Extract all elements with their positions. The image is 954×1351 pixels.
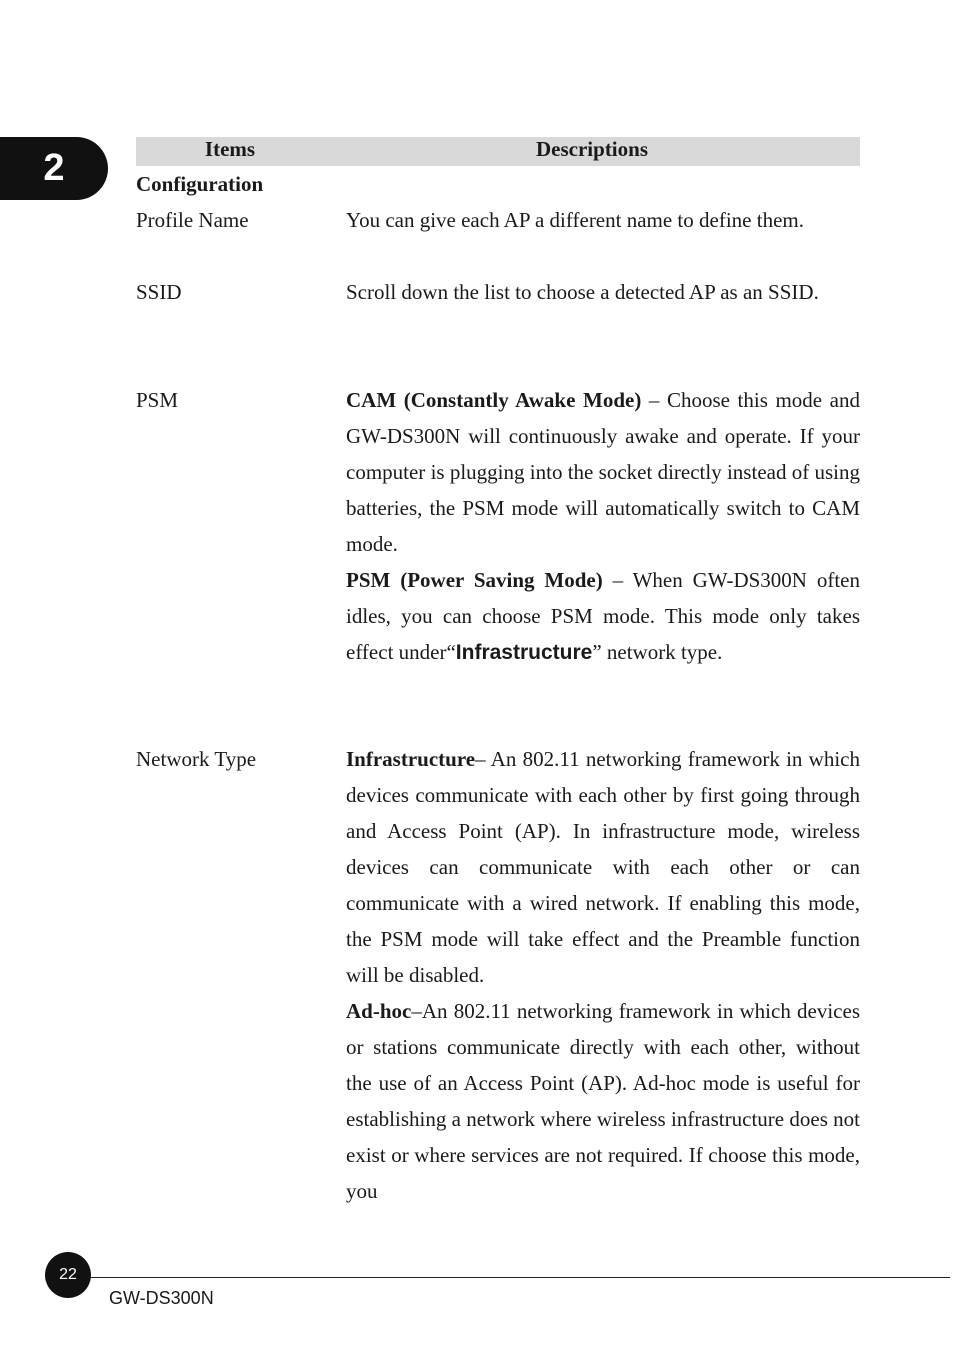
desc-profile-name xyxy=(346,202,860,238)
psm-tail: ” network type. xyxy=(592,640,723,664)
psm-title: PSM (Power Saving Mode) xyxy=(346,568,603,592)
item-network-type: Network Type xyxy=(136,747,257,771)
desc-profile-name-text: You can give each AP a different name to define them. xyxy=(346,208,804,232)
item-psm: PSM xyxy=(136,388,179,412)
desc-infrastructure xyxy=(346,741,860,993)
footer-model: GW-DS300N xyxy=(109,1288,214,1308)
cam-title: CAM (Constantly Awake Mode) xyxy=(346,388,642,412)
desc-psm xyxy=(346,382,860,671)
desc-network-type xyxy=(346,741,860,1209)
desc-adhoc xyxy=(346,993,860,1209)
cam-text: – Choose this mode and GW-DS300N will continuously awake and operate. If your computer is plugging into the socket directly instead of using batteries, the PSM mode will automatically switch to CAM mode. xyxy=(346,388,860,556)
table-header xyxy=(136,137,860,166)
desc-psm-psm xyxy=(346,562,860,671)
adhoc-title: Ad-hoc xyxy=(346,999,412,1023)
header-descriptions: Descriptions xyxy=(536,137,648,161)
desc-ssid xyxy=(346,274,860,310)
desc-psm-cam xyxy=(346,382,860,562)
footer-divider xyxy=(88,1277,950,1278)
header-items: Items xyxy=(204,137,256,161)
adhoc-text: –An 802.11 networking framework in which devices or stations communicate directly with each other, without the use of an Access Point (AP). Ad-hoc mode is useful for establishing a network where wireless infrastructure does not exist or where services are not required. If choose this mode, you xyxy=(346,999,860,1203)
psm-infrastructure: Infrastructure xyxy=(455,641,593,664)
desc-ssid-text: Scroll down the list to choose a detected AP as an SSID. xyxy=(346,280,819,304)
item-profile-name: Profile Name xyxy=(136,208,249,232)
page-number: 22 xyxy=(45,1252,91,1298)
infrastructure-title: Infrastructure xyxy=(346,747,476,771)
infrastructure-text: – An 802.11 networking framework in which devices communicate with each other by first going through and Access Point (AP). In infrastructure mode, wireless devices can communicate with each other or can communicate with a wired network. If enabling this mode, the PSM mode will take effect and the Preamble function will be disabled. xyxy=(346,747,860,987)
psm-text: – When GW-DS300N often idles, you can choose PSM mode. This mode only takes effect under“ xyxy=(346,568,860,664)
section-configuration: Configuration xyxy=(136,172,264,196)
chapter-tab: 2 xyxy=(0,137,108,200)
item-ssid: SSID xyxy=(136,280,182,304)
